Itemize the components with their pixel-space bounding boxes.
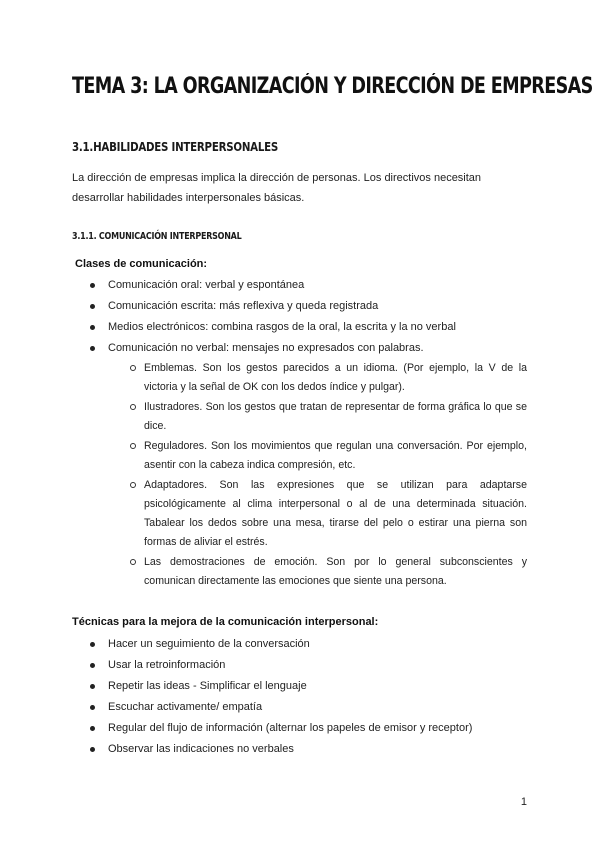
bullet-icon: [90, 304, 95, 309]
bullet-icon: [90, 705, 95, 710]
list-item: [0, 275, 456, 296]
list-item-text: Repetir las ideas - Simplificar el lenguaje: [108, 680, 307, 692]
circle-bullet-icon: [130, 559, 136, 565]
list-item: [0, 317, 456, 338]
section-intro: La dirección de empresas implica la dirección de personas. Los directivos necesitan desarrollar habilidades interpersonales básicas.: [72, 172, 482, 204]
sub-list-item-text: Adaptadores. Son las expresiones que se utilizan para adaptarse psicológicamente al clima interpersonal o al de una determinada situación. Tabalear los dedos sobre una mesa, tirarse del pelo o estirar una pierna son formas de aliviar el estrés.: [144, 479, 527, 548]
sub-list-item-text: Ilustradores. Son los gestos que tratan de representar de forma gráfica lo que se dice.: [144, 401, 527, 432]
list-item: [0, 739, 472, 760]
circle-bullet-icon: [130, 365, 136, 371]
list-item: [0, 655, 472, 676]
subsection-heading: 3.1.1. COMUNICACIÓN INTERPERSONAL: [72, 231, 242, 242]
list-item: [0, 718, 472, 739]
sub-list-item-text: Reguladores. Son los movimientos que regulan una conversación. Por ejemplo, asentir con la cabeza indica compresión, etc.: [144, 440, 527, 471]
list-item-text: Comunicación oral: verbal y espontánea: [108, 279, 305, 291]
bullet-icon: [90, 283, 95, 288]
page-number: 1: [520, 796, 527, 808]
tecnicas-label: Técnicas para la mejora de la comunicación interpersonal:: [72, 616, 379, 628]
list-item: [0, 296, 456, 317]
bullet-icon: [90, 642, 95, 647]
list-item-text: Medios electrónicos: combina rasgos de la oral, la escrita y la no verbal: [108, 321, 456, 333]
sub-list-item: [0, 359, 527, 397]
list-item-text: Comunicación no verbal: mensajes no expresados con palabras.: [108, 342, 424, 354]
tecnicas-list: [0, 634, 472, 760]
bullet-icon: [90, 747, 95, 752]
clases-list: [0, 275, 456, 359]
bullet-icon: [90, 726, 95, 731]
page-title: TEMA 3: LA ORGANIZACIÓN Y DIRECCIÓN DE EMPRESAS: [72, 74, 593, 99]
section-heading: 3.1.HABILIDADES INTERPERSONALES: [72, 139, 279, 154]
clases-label: Clases de comunicación:: [75, 258, 208, 270]
list-item: [0, 676, 472, 697]
list-item: [0, 634, 472, 655]
list-item-text: Regular del flujo de información (alternar los papeles de emisor y receptor): [108, 722, 473, 734]
list-item-text: Hacer un seguimiento de la conversación: [108, 638, 310, 650]
list-item-text: Escuchar activamente/ empatía: [108, 701, 263, 713]
bullet-icon: [90, 684, 95, 689]
bullet-icon: [90, 346, 95, 351]
circle-bullet-icon: [130, 482, 136, 488]
no-verbal-sublist: [0, 359, 527, 592]
sub-list-item: [0, 476, 527, 552]
sub-list-item-text: Las demostraciones de emoción. Son por lo general subconscientes y comunican directamente las emociones que siente una persona.: [144, 556, 527, 587]
sub-list-item: [0, 437, 527, 475]
sub-list-item: [0, 398, 527, 436]
list-item: [0, 338, 456, 359]
bullet-icon: [90, 325, 95, 330]
sub-list-item-text: Emblemas. Son los gestos parecidos a un idioma. (Por ejemplo, la V de la victoria y la señal de OK con los dedos índice y pulgar).: [144, 362, 527, 393]
bullet-icon: [90, 663, 95, 668]
circle-bullet-icon: [130, 404, 136, 410]
list-item-text: Usar la retroinformación: [108, 659, 226, 671]
sub-list-item: [0, 553, 527, 591]
list-item-text: Comunicación escrita: más reflexiva y queda registrada: [108, 300, 379, 312]
list-item: [0, 697, 472, 718]
list-item-text: Observar las indicaciones no verbales: [108, 743, 294, 755]
circle-bullet-icon: [130, 443, 136, 449]
